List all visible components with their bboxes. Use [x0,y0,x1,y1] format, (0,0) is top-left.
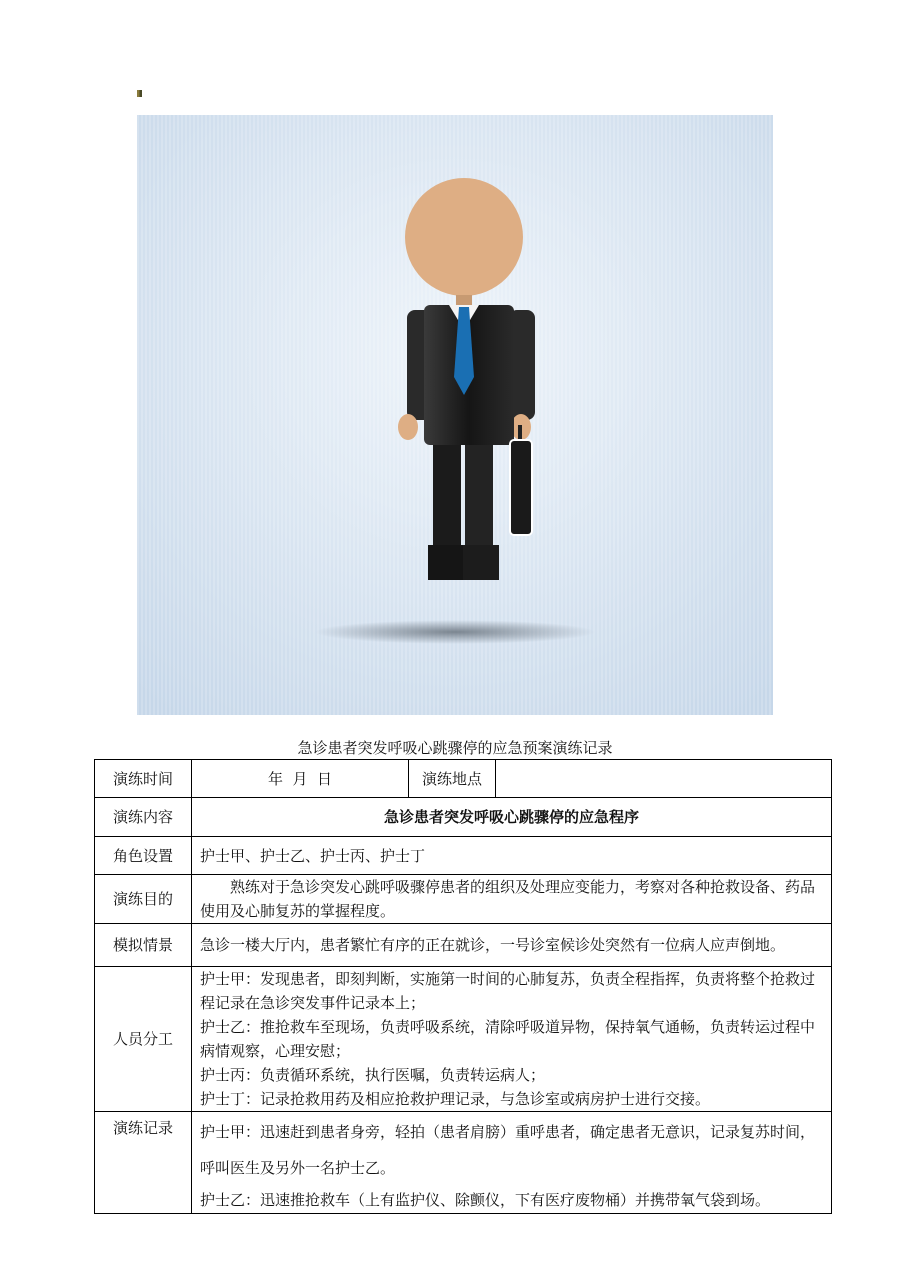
table-row [95,837,832,875]
table-row [95,760,832,798]
assignment-line: 护士乙：推抢救车至现场，负责呼吸系统，清除呼吸道异物，保持氧气通畅，负责转运过程中病情观察，心理安慰； [200,1018,816,1060]
assignment-line: 护士丁：记录抢救用药及相应抢救护理记录，与急诊室或病房护士进行交接。 [200,1090,711,1108]
drill-location-value [496,760,832,798]
drill-time-label: 演练时间 [95,760,192,798]
staff-assignment-label: 人员分工 [95,967,192,1112]
staff-assignment-value [192,967,832,1112]
drill-log-label: 演练记录 [95,1112,192,1214]
table-row [95,924,832,967]
log-line: 护士乙：迅速推抢救车（上有监护仪、除颤仪，下有医疗废物桶）并携带氧气袋到场。 [200,1191,771,1209]
log-line: 护士甲：迅速赶到患者身旁，轻拍（患者肩膀）重呼患者，确定患者无意识，记录复苏时间，呼叫医生及另外一名护士乙。 [200,1123,816,1177]
document-caption: 急诊患者突发呼吸心跳骤停的应急预案演练记录 [297,739,613,757]
drill-record-table [94,759,832,1214]
drill-content-label: 演练内容 [95,798,192,837]
role-setting-label: 角色设置 [95,837,192,875]
table-row [95,1112,832,1214]
drill-purpose-value: 熟练对于急诊突发心跳呼吸骤停患者的组织及处理应变能力，考察对各种抢救设备、药品使用及心肺复苏的掌握程度。 [192,875,832,924]
drill-purpose-label: 演练目的 [95,875,192,924]
drill-content-value: 急诊患者突发呼吸心跳骤停的应急程序 [192,798,832,837]
scenario-label: 模拟情景 [95,924,192,967]
assignment-line: 护士甲：发现患者，即刻判断，实施第一时间的心肺复苏，负责全程指挥，负责将整个抢救过程记录在急诊突发事件记录本上； [200,970,816,1012]
role-setting-value: 护士甲、护士乙、护士丙、护士丁 [192,837,832,875]
floor-shadow-icon [315,620,595,644]
table-row [95,875,832,924]
table-row [95,967,832,1112]
head-icon [405,178,523,296]
drill-location-label: 演练地点 [409,760,496,798]
assignment-line: 护士丙：负责循环系统，执行医嘱，负责转运病人； [200,1066,546,1084]
drill-log-value [192,1112,832,1214]
scenario-value: 急诊一楼大厅内，患者繁忙有序的正在就诊，一号诊室候诊处突然有一位病人应声倒地。 [192,924,832,967]
drill-date-value: 年 月 日 [192,760,409,798]
businessman-illustration [137,115,773,715]
table-row [95,798,832,837]
briefcase-icon [510,425,532,535]
image-anchor-marker [137,90,142,97]
